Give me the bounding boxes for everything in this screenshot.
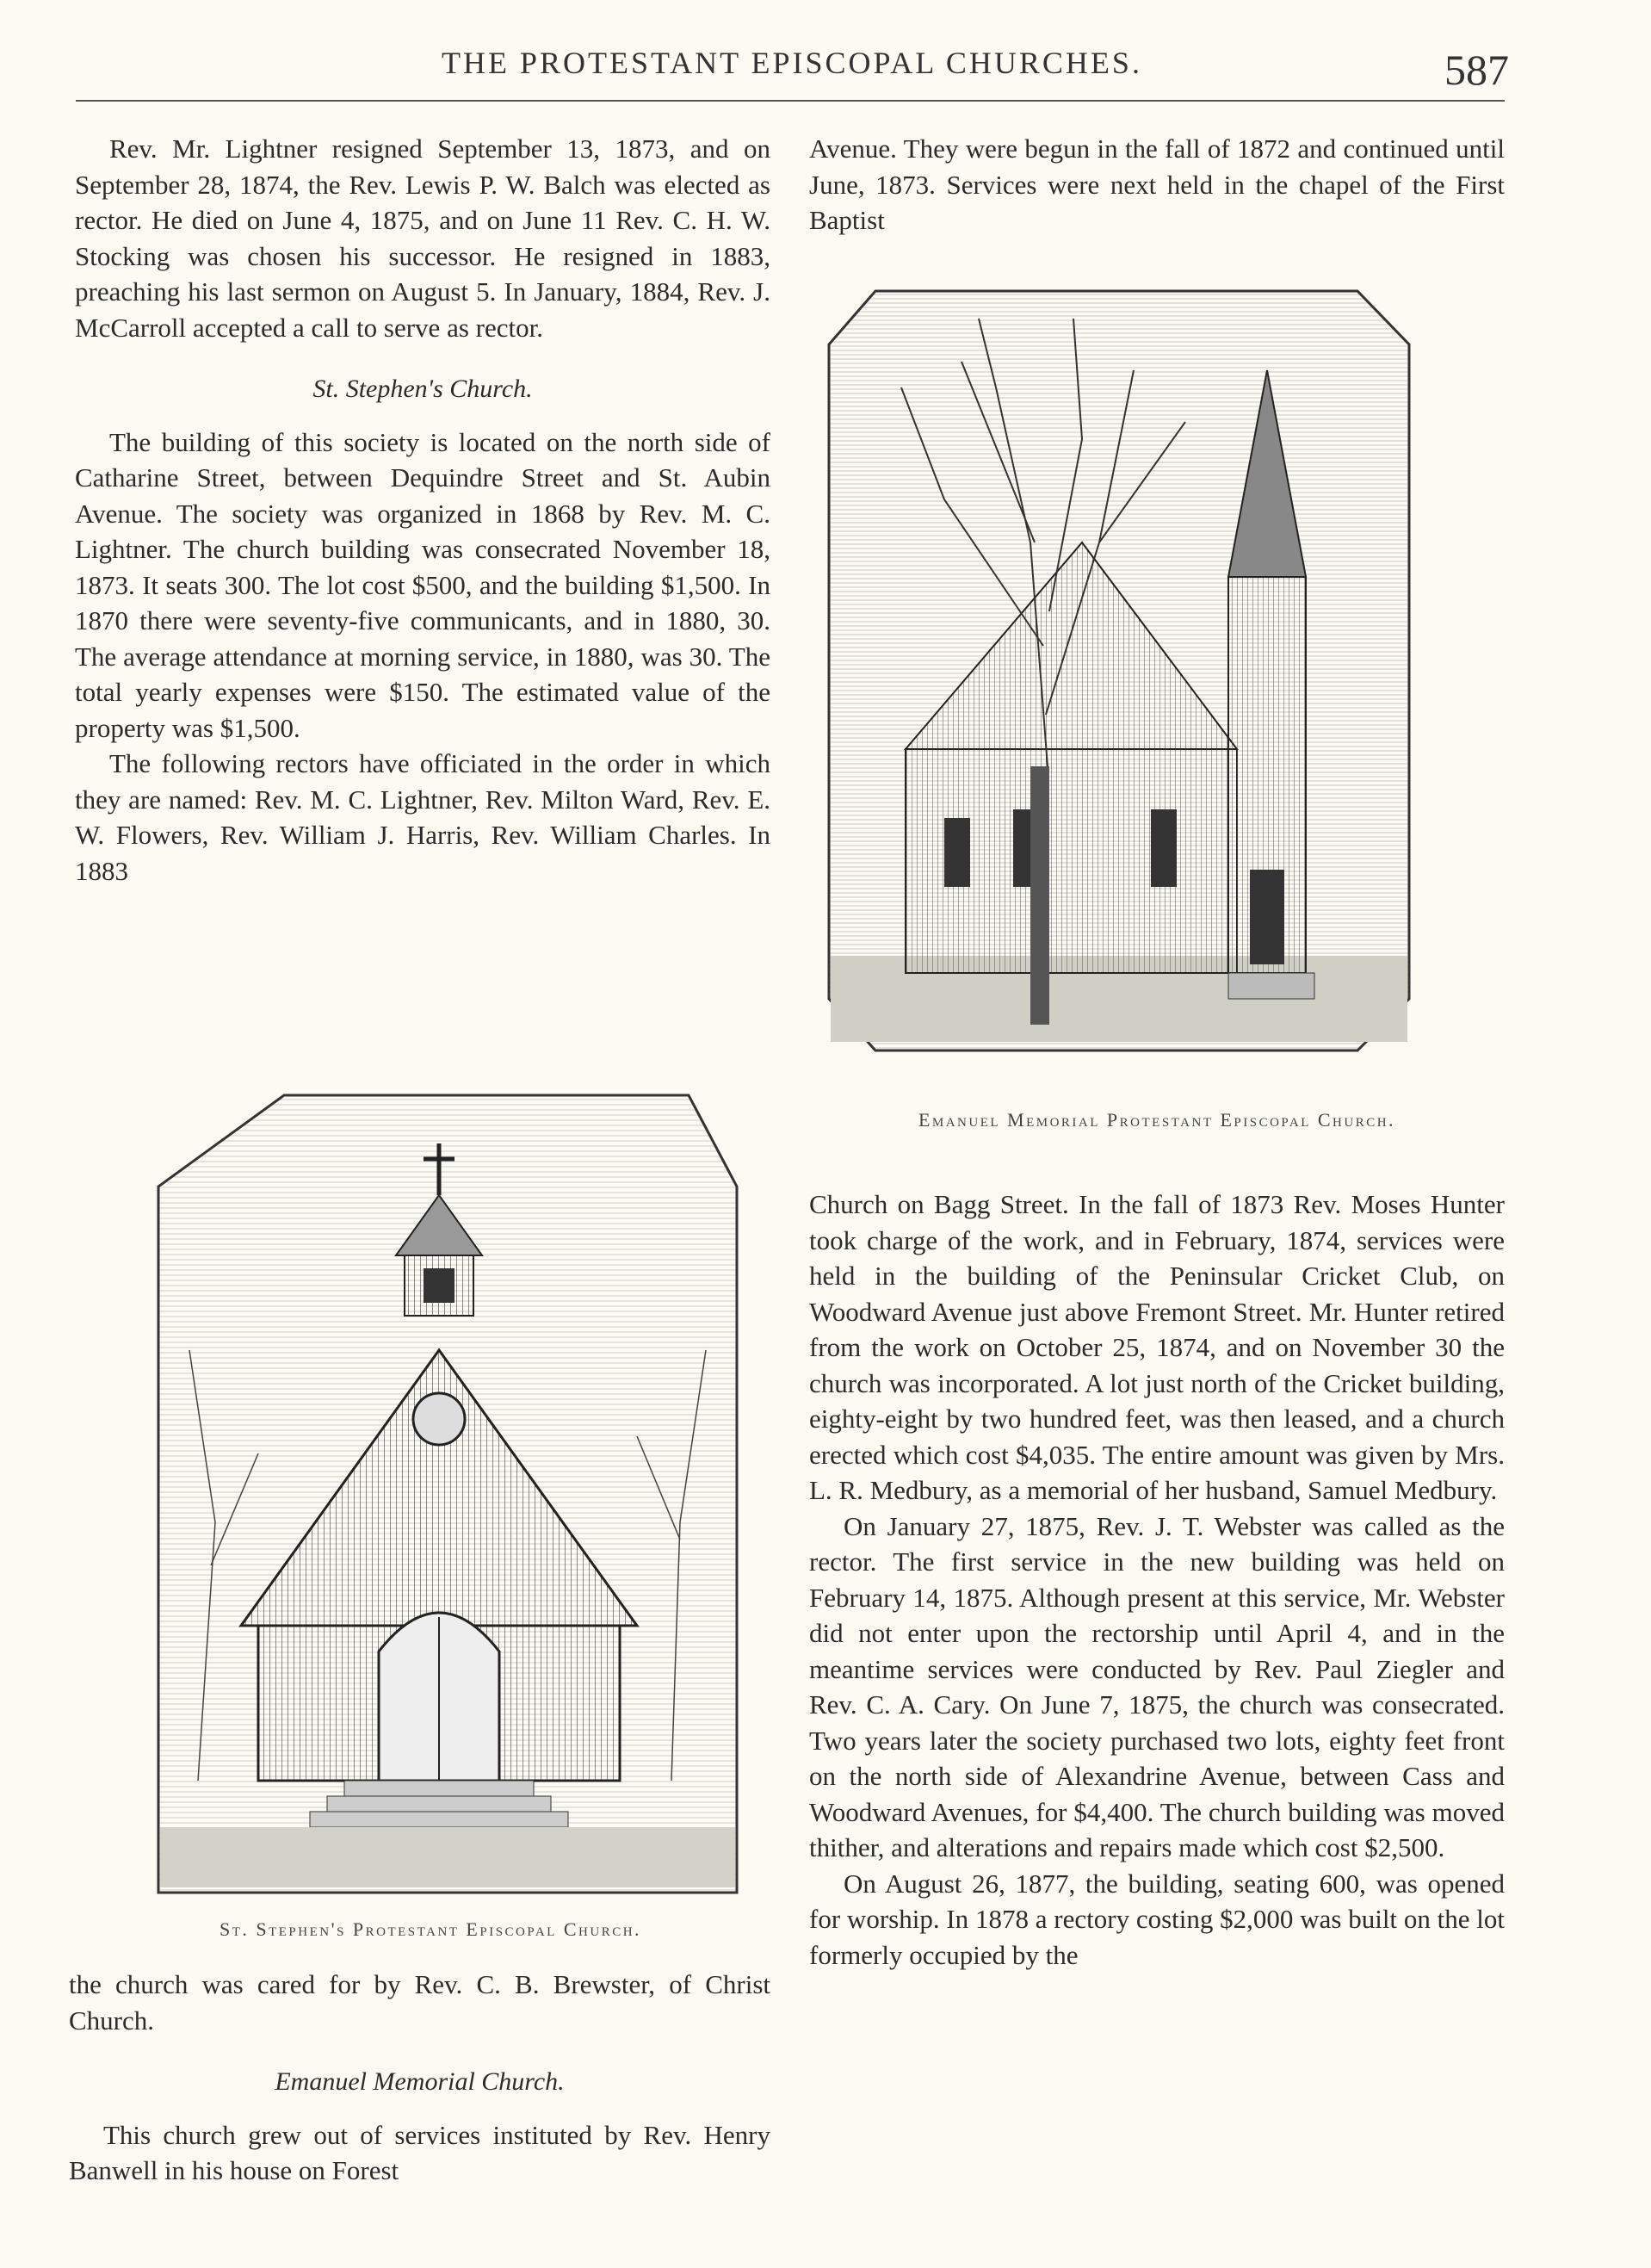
paragraph-lightner-resignation: Rev. Mr. Lightner resigned September 13, 1873, and on September 28, 1874, the Rev. Lewis P. W. Balch was elected as rector. He died on June 4, 1875, and on June 11 Rev. C. H. W. Stocking was chosen his successor. He resigned in 1883, preaching his last sermon on August 5. In January, 1884, Rev. J. McCarroll accepted a call to serve as rector.	[75, 133, 770, 343]
caption-emanuel-church: Emanuel Memorial Protestant Episcopal Church.	[918, 1109, 1396, 1131]
paragraph-emanuel-services: Avenue. They were begun in the fall of 1872 and continued until June, 1873. Services were next held in the chapel of the First Baptist	[809, 133, 1505, 235]
heading-emanuel-memorial: Emanuel Memorial Church.	[275, 2067, 565, 2096]
caption-st-stephens-church: St. Stephen's Protestant Episcopal Church.	[219, 1918, 642, 1940]
page-number: 587	[1444, 46, 1509, 94]
paragraph-st-stephens-building: The building of this society is located on the north side of Catharine Street, between Dequindre Street and St. Aubin Avenue. The society was organized in 1868 by Rev. M. C. Lightner. The church building was consecrated November 18, 1873. It seats 300. The lot cost $500, and the building $1,500. In 1870 there were seventy-five communicants, and in 1880, 30. The average attendance at morning service, in 1880, was 30. The total yearly expenses were $150. The estimated value of the property was $1,500.	[75, 426, 770, 743]
left-column-lower	[69, 1967, 770, 2189]
running-head: THE PROTESTANT EPISCOPAL CHURCHES.	[442, 46, 1142, 80]
st-stephens-church-engraving	[155, 1092, 740, 1896]
paragraph-emanuel-worship: On August 26, 1877, the building, seating 600, was opened for worship. In 1878 a rectory costing $2,000 was built on the lot formerly occupied by the	[809, 1868, 1505, 1970]
paragraph-st-stephens-rectors: The following rectors have officiated in the order in which they are named: Rev. M. C. Lightner, Rev. Milton Ward, Rev. E. W. Flowers, Rev. William J. Harris, Rev. William Charles. In 1883	[75, 748, 770, 886]
paragraph-brewster: the church was cared for by Rev. C. B. Brewster, of Christ Church.	[69, 1969, 770, 2036]
right-column-lower	[809, 1187, 1505, 1973]
heading-st-stephens: St. Stephen's Church.	[312, 375, 533, 403]
paragraph-emanuel-origin: This church grew out of services instituted by Rev. Henry Banwell in his house on Forest	[69, 2119, 770, 2185]
left-column-upper	[75, 131, 770, 889]
header-rule	[76, 100, 1505, 102]
emanuel-church-engraving	[824, 284, 1414, 1059]
right-column-upper	[809, 131, 1505, 239]
paragraph-emanuel-history: Church on Bagg Street. In the fall of 1873 Rev. Moses Hunter took charge of the work, and in February, 1874, services were held in the building of the Peninsular Cricket Club, on Woodward Avenue just above Fremont Street. Mr. Hunter retired from the work on October 25, 1874, and on November 30 the church was incorporated. A lot just north of the Cricket building, eighty-eight by two hundred feet, was then leased, and a church erected which cost $4,035. The entire amount was given by Mrs. L. R. Medbury, as a memorial of her husband, Samuel Medbury.	[809, 1189, 1505, 1505]
paragraph-emanuel-webster: On January 27, 1875, Rev. J. T. Webster was called as the rector. The first service in the new building was held on February 14, 1875. Although present at this service, Mr. Webster did not enter upon the rectorship until April 4, and in the meantime services were conducted by Rev. Paul Ziegler and Rev. C. A. Cary. On June 7, 1875, the church was consecrated. Two years later the society purchased two lots, eighty feet front on the north side of Alexandrine Avenue, between Cass and Woodward Avenues, for $4,400. The church building was moved thither, and alterations and repairs made which cost $2,500.	[809, 1510, 1505, 1862]
